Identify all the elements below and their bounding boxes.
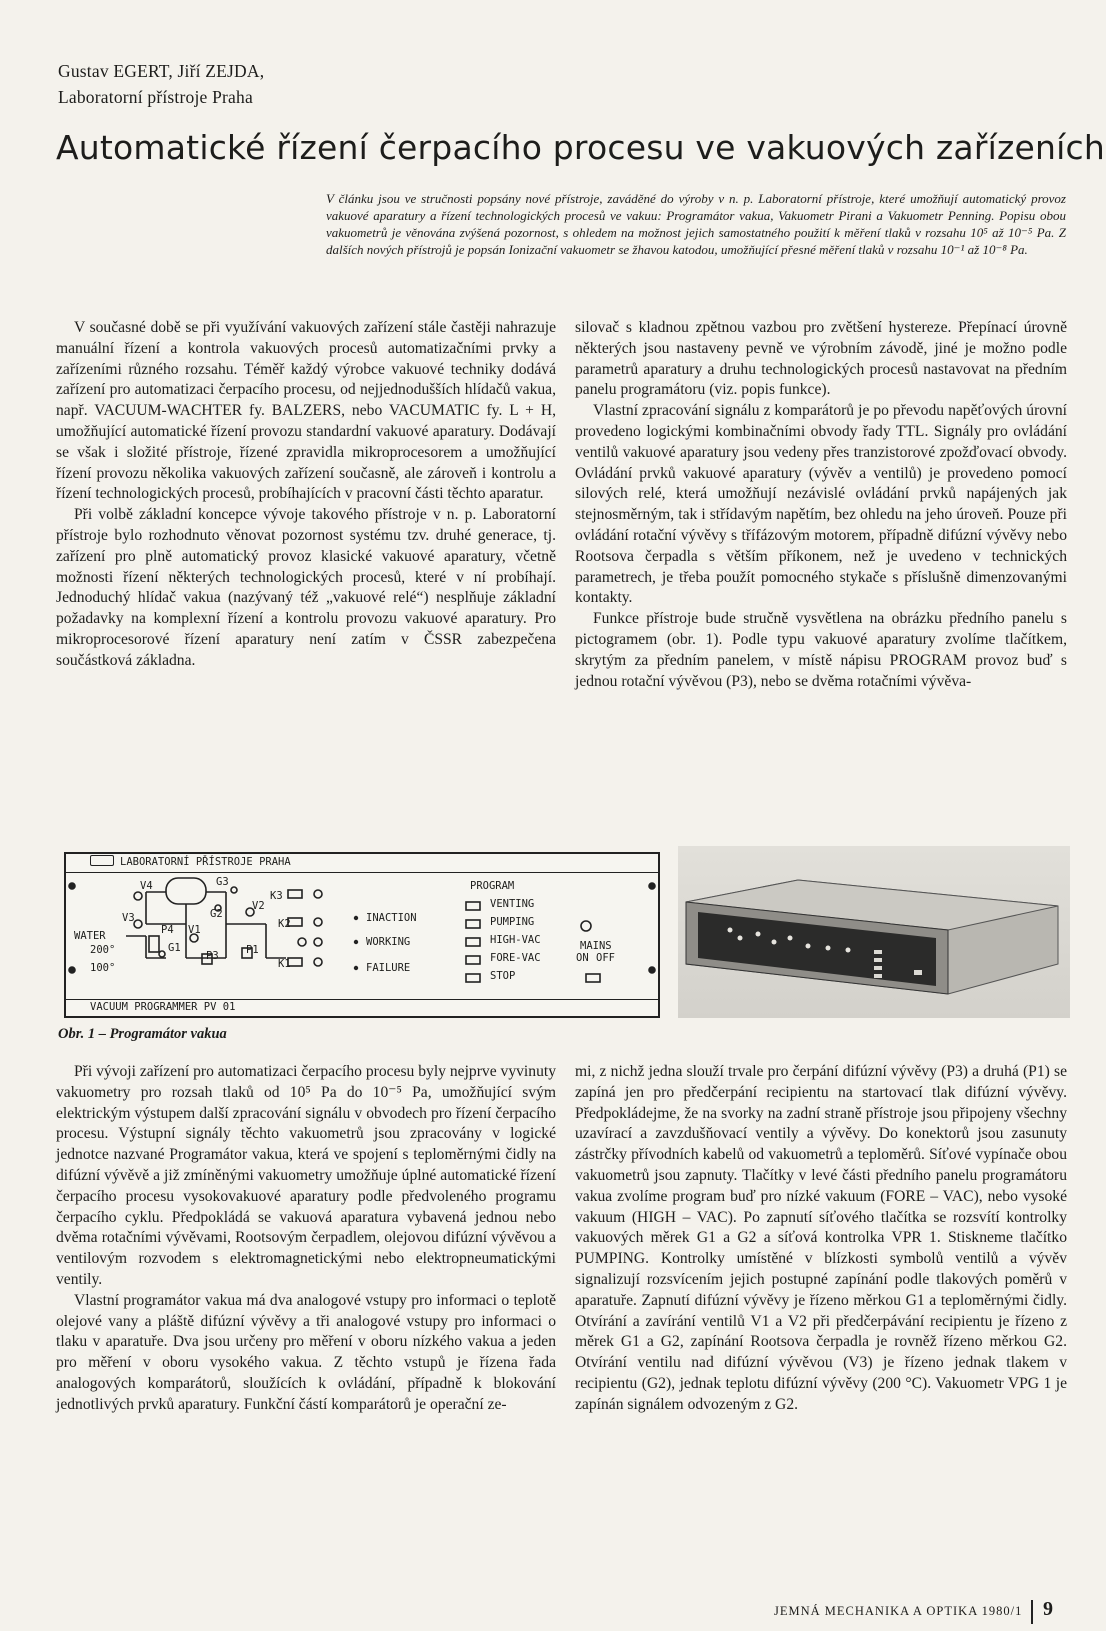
program-fore-vac: FORE-VAC xyxy=(490,952,541,964)
recipient-chamber-icon xyxy=(166,878,206,904)
panel-footer-bar xyxy=(66,999,658,1016)
label-v1: V1 xyxy=(188,924,201,936)
label-g1: G1 xyxy=(168,942,181,954)
label-p4: P4 xyxy=(161,924,174,936)
label-water: WATER xyxy=(74,930,106,942)
corner-screw-icon xyxy=(649,883,655,889)
label-100: 100° xyxy=(90,962,116,974)
paragraph: Funkce přístroje bude stručně vysvětlena na obrázku předního panelu s pictogramem (obr. 1). Podle typu vakuové aparatury zvolíme tlačítkem, skrytým za předním panelem, v místě nápisu PROGRAM provoz buď s jednou rotační vývěvou (P3), nebo se dvěma rotačními vývěva- xyxy=(575,610,1067,690)
program-stop: STOP xyxy=(490,970,516,982)
valve-v3-icon xyxy=(134,920,142,928)
status-dot-working xyxy=(354,940,358,944)
label-v4: V4 xyxy=(140,880,153,892)
mains-lamp-icon xyxy=(581,921,591,931)
label-200: 200° xyxy=(90,944,116,956)
column-right-bottom xyxy=(575,1062,1067,1416)
label-v3: V3 xyxy=(122,912,135,924)
label-k2: K2 xyxy=(278,918,291,930)
label-v2: V2 xyxy=(252,900,265,912)
device-photo xyxy=(678,846,1070,1018)
label-p1: P1 xyxy=(246,944,259,956)
status-dot-failure xyxy=(354,966,358,970)
authors: Gustav EGERT, Jiří ZEJDA, xyxy=(58,61,265,81)
status-working: WORKING xyxy=(366,936,411,948)
journal-footer: JEMNÁ MECHANIKA A OPTIKA 1980/1 xyxy=(774,1604,1023,1618)
paragraph: Při vývoji zařízení pro automatizaci čerpacího procesu byly nejprve vyvinuty vakuometry pro rozsah tlaků od 10⁵ Pa do 10⁻⁵ Pa, umožňující svým elektrickým výstupem další zpracování signálu v obvodech pro řízení čerpacího procesu. Výstupní signály těchto vakuometrů jsou zpracovány v logické jednotce nazvané Programátor vakua, která ve spojení s teploměrnými čidly na difúzní vývěvě a již zmíněnými vakuometry umožňuje úplné automatické řízení čerpacího procesu vysokovakuové aparatury podle předvoleného programu čerpacího cyklu. Předpokládá se vakuová aparatura vybavená jednou nebo dvěma rotačními vývěvami, Rootsovým čerpadlem, olejovou difúzní vývěvou a ventilovým rozvodem s elektromagnetickými nebo elektropneumatickými ventily. xyxy=(56,1063,556,1288)
program-pumping: PUMPING xyxy=(490,916,535,928)
status-dot-inaction xyxy=(354,916,358,920)
article-title: Automatické řízení čerpacího procesu ve vakuových zařízeních xyxy=(56,128,1105,167)
program-button-fore-vac xyxy=(466,956,480,964)
panel-footer-text: VACUUM PROGRAMMER PV 01 xyxy=(90,1001,236,1013)
mains-switch xyxy=(586,974,600,982)
mains-off: OFF xyxy=(596,952,615,964)
program-high-vac: HIGH-VAC xyxy=(490,934,541,946)
label-p3: P3 xyxy=(206,950,219,962)
pictogram-diagram xyxy=(66,872,658,1000)
program-button-stop xyxy=(466,974,480,982)
column-right-top xyxy=(575,318,1067,692)
status-failure: FAILURE xyxy=(366,962,411,974)
label-g3: G3 xyxy=(216,876,229,888)
footer-divider xyxy=(1031,1600,1033,1624)
paragraph: silovač s kladnou zpětnou vazbou pro zvětšení hystereze. Přepínací úrovně některých jsou nastaveny pevně ve výrobním závodě, jiné je možno podle parametrů aparatury a druhu technologických procesů nastavovat na předním panelu programátoru (viz. popis funkce). xyxy=(575,319,1067,399)
label-g2: G2 xyxy=(210,908,223,920)
corner-screw-icon xyxy=(649,967,655,973)
valve-v4-icon xyxy=(134,892,142,900)
column-left-top xyxy=(56,318,556,672)
program-title: PROGRAM xyxy=(470,880,515,892)
abstract: V článku jsou ve stručnosti popsány nové přístroje, zaváděné do výroby v n. p. Laboratorní přístroje, které umožňují automatický provoz vakuové aparatury a řízení technologických procesů ve vakuu: Programátor vakua, Vakuometr Pirani a Vakuometr Penning. Popisu obou vakuometrů je věnována zvýšená pozornost, s ohledem na možnost jejich samostatného použití k měření tlaků v rozsahu 10⁵ až 10⁻⁵ Pa. Z dalších nových přístrojů je popsán Ionizační vakuometr se žhavou katodou, umožňující přesné měření tlaků v rozsahu 10⁻¹ až 10⁻⁸ Pa. xyxy=(326,191,1066,257)
logo-icon xyxy=(90,855,114,866)
panel-header-text: LABORATORNÍ PŘÍSTROJE PRAHA xyxy=(120,856,291,868)
gauge-g1-icon xyxy=(159,951,165,957)
corner-screw-icon xyxy=(69,967,75,973)
author-block xyxy=(58,58,264,110)
figure-front-panel xyxy=(64,852,660,1018)
label-k3: K3 xyxy=(270,890,283,902)
mains-label: MAINS xyxy=(580,940,612,952)
figure-caption: Obr. 1 – Programátor vakua xyxy=(58,1026,227,1042)
page-number: 9 xyxy=(1043,1598,1053,1620)
panel-header-bar xyxy=(66,854,658,873)
label-k1: K1 xyxy=(278,958,291,970)
program-button-venting xyxy=(466,902,480,910)
corner-screw-icon xyxy=(69,883,75,889)
program-button-high-vac xyxy=(466,938,480,946)
device-photo-drawing xyxy=(678,846,1070,1018)
mains-on: ON xyxy=(576,952,589,964)
relay-k3-icon xyxy=(288,890,302,898)
program-button-pumping xyxy=(466,920,480,928)
paragraph: Vlastní zpracování signálu z komparátorů je po převodu napěťových úrovní provedeno logickými kombinačními obvody řady TTL. Signály pro ovládání ventilů vakuové aparatury jsou vedeny přes tranzistorové zpožďovací obvody. Ovládání prvků vakuové aparatury (vývěv a ventilů) je provedeno pomocí silových relé, která umožňují nezávislé ovládání prvků napájených jak stejnosměrným, tak i střídavým napětím, bez ohledu na jeho úroveň. Pouze při ovládání rotační vývěvy s třífázovým motorem, případně difúzní vývěvy nebo Rootsova čerpadla s větším příkonem, než je uvedeno v technických parametrech, je třeba použít pomocného stykače s příslušně dimenzovanými kontakty. xyxy=(575,402,1067,607)
gauge-g3-icon xyxy=(231,887,237,893)
affiliation: Laboratorní přístroje Praha xyxy=(58,87,253,107)
column-left-bottom xyxy=(56,1062,556,1416)
paragraph: V současné době se při využívání vakuových zařízení stále častěji nahrazuje manuální řízení a kontrola vakuových procesů automatizačními prvky a zařízeními různého rozsahu. Téměř každý výrobce vakuové techniky dodává zařízení pro automatizaci čerpacího procesu, od nejjednodušších hlídačů vakua, např. VACUUM-WACHTER fy. BALZERS, nebo VACUMATIC fy. L + H, umožňující automatické řízení provozu standardní vakuové aparatury. Dodávají se však i složité přístroje, řízené zpravidla mikroprocesorem a umožňující řízení provozu několika vakuových zařízení současně, ale zároveň i kontrolu a řízení technologických procesů, probíhajících v pracovní části těchto aparatur. xyxy=(56,319,556,503)
paragraph: Vlastní programátor vakua má dva analogové vstupy pro informaci o teplotě olejové vany a pláště difúzní vývěvy a tři analogové vstupy pro informaci o tlaku v aparatuře. Dva jsou určeny pro měření v oboru nízkého vakua a jeden pro měření v oboru vysokého vakua. Z těchto vstupů je řízena řada analogových komparátorů, sloužících k ovládání, případně k blokování jednotlivých prvků aparatury. Funkční částí komparátorů je operační ze- xyxy=(56,1291,556,1413)
program-venting: VENTING xyxy=(490,898,535,910)
status-inaction: INACTION xyxy=(366,912,417,924)
paragraph: Při volbě základní koncepce vývoje takového přístroje v n. p. Laboratorní přístroje bylo rozhodnuto věnovat pozornost systému tzv. druhé generace, tj. zařízení pro plně automatický provoz klasické vakuové aparatury, včetně možnosti řízení některých technologických procesů, které v ní probíhají. Jednoduchý hlídač vakua (nazývaný též „vakuové relé“) nesplňuje základní požadavky na komplexní řízení a kontrolu provozu vakuové aparatury. Pro mikroprocesorové řízení aparatury není zatím v ČSSR zabezpečena součástková základna. xyxy=(56,506,556,669)
pump-p4-icon xyxy=(149,936,159,952)
paragraph: mi, z nichž jedna slouží trvale pro čerpání difúzní vývěvy (P3) a druhá (P1) se zapíná jen pro předčerpání recipientu na startovací tlak difúzní vývěvy. Předpokládejme, že na svorky na zadní straně přístroje jsou připojeny všechny uzavírací a zavzdušňovací ventily a vývěvy. Do konektorů jsou zasunuty zástrčky přívodních kabelů od vakuometrů a teploměrů. Síťové vypínače obou vakuometrů jsou zapnuty. Tlačítky v levé části předního panelu programátoru vakua zvolíme program buď pro nízké vakuum (FORE – VAC), nebo vysoké vakuum (HIGH – VAC). Po zapnutí síťového tlačítka se rozsvítí kontrolky vakuových měrek G1 a G2 a síťová kontrolka VPR 1. Stiskneme tlačítko PUMPING. Kontrolky umístěné v blízkosti symbolů ventilů a vývěv signalizují rozsvícením jejich postupné zapínání podle tlakových poměrů v aparatuře. Zapnutí difúzní vývěvy je řízeno měrkou G1 a teploměrnými čidly. Otvírání a zavírání ventilů V1 a V2 při předčerpávání recipientu je řízeno z měrek G1 a G2, zapínání Rootsova čerpadla je rovněž řízeno měrkou G2. Otvírání ventilu nad difúzní vývěvou (V3) je řízeno jednak tlakem v recipientu (G2), jednak teplotu difúzní vývěvy (200 °C). Vakuometr VPG 1 je zapínán signálem odvozeným z G2. xyxy=(575,1063,1067,1413)
